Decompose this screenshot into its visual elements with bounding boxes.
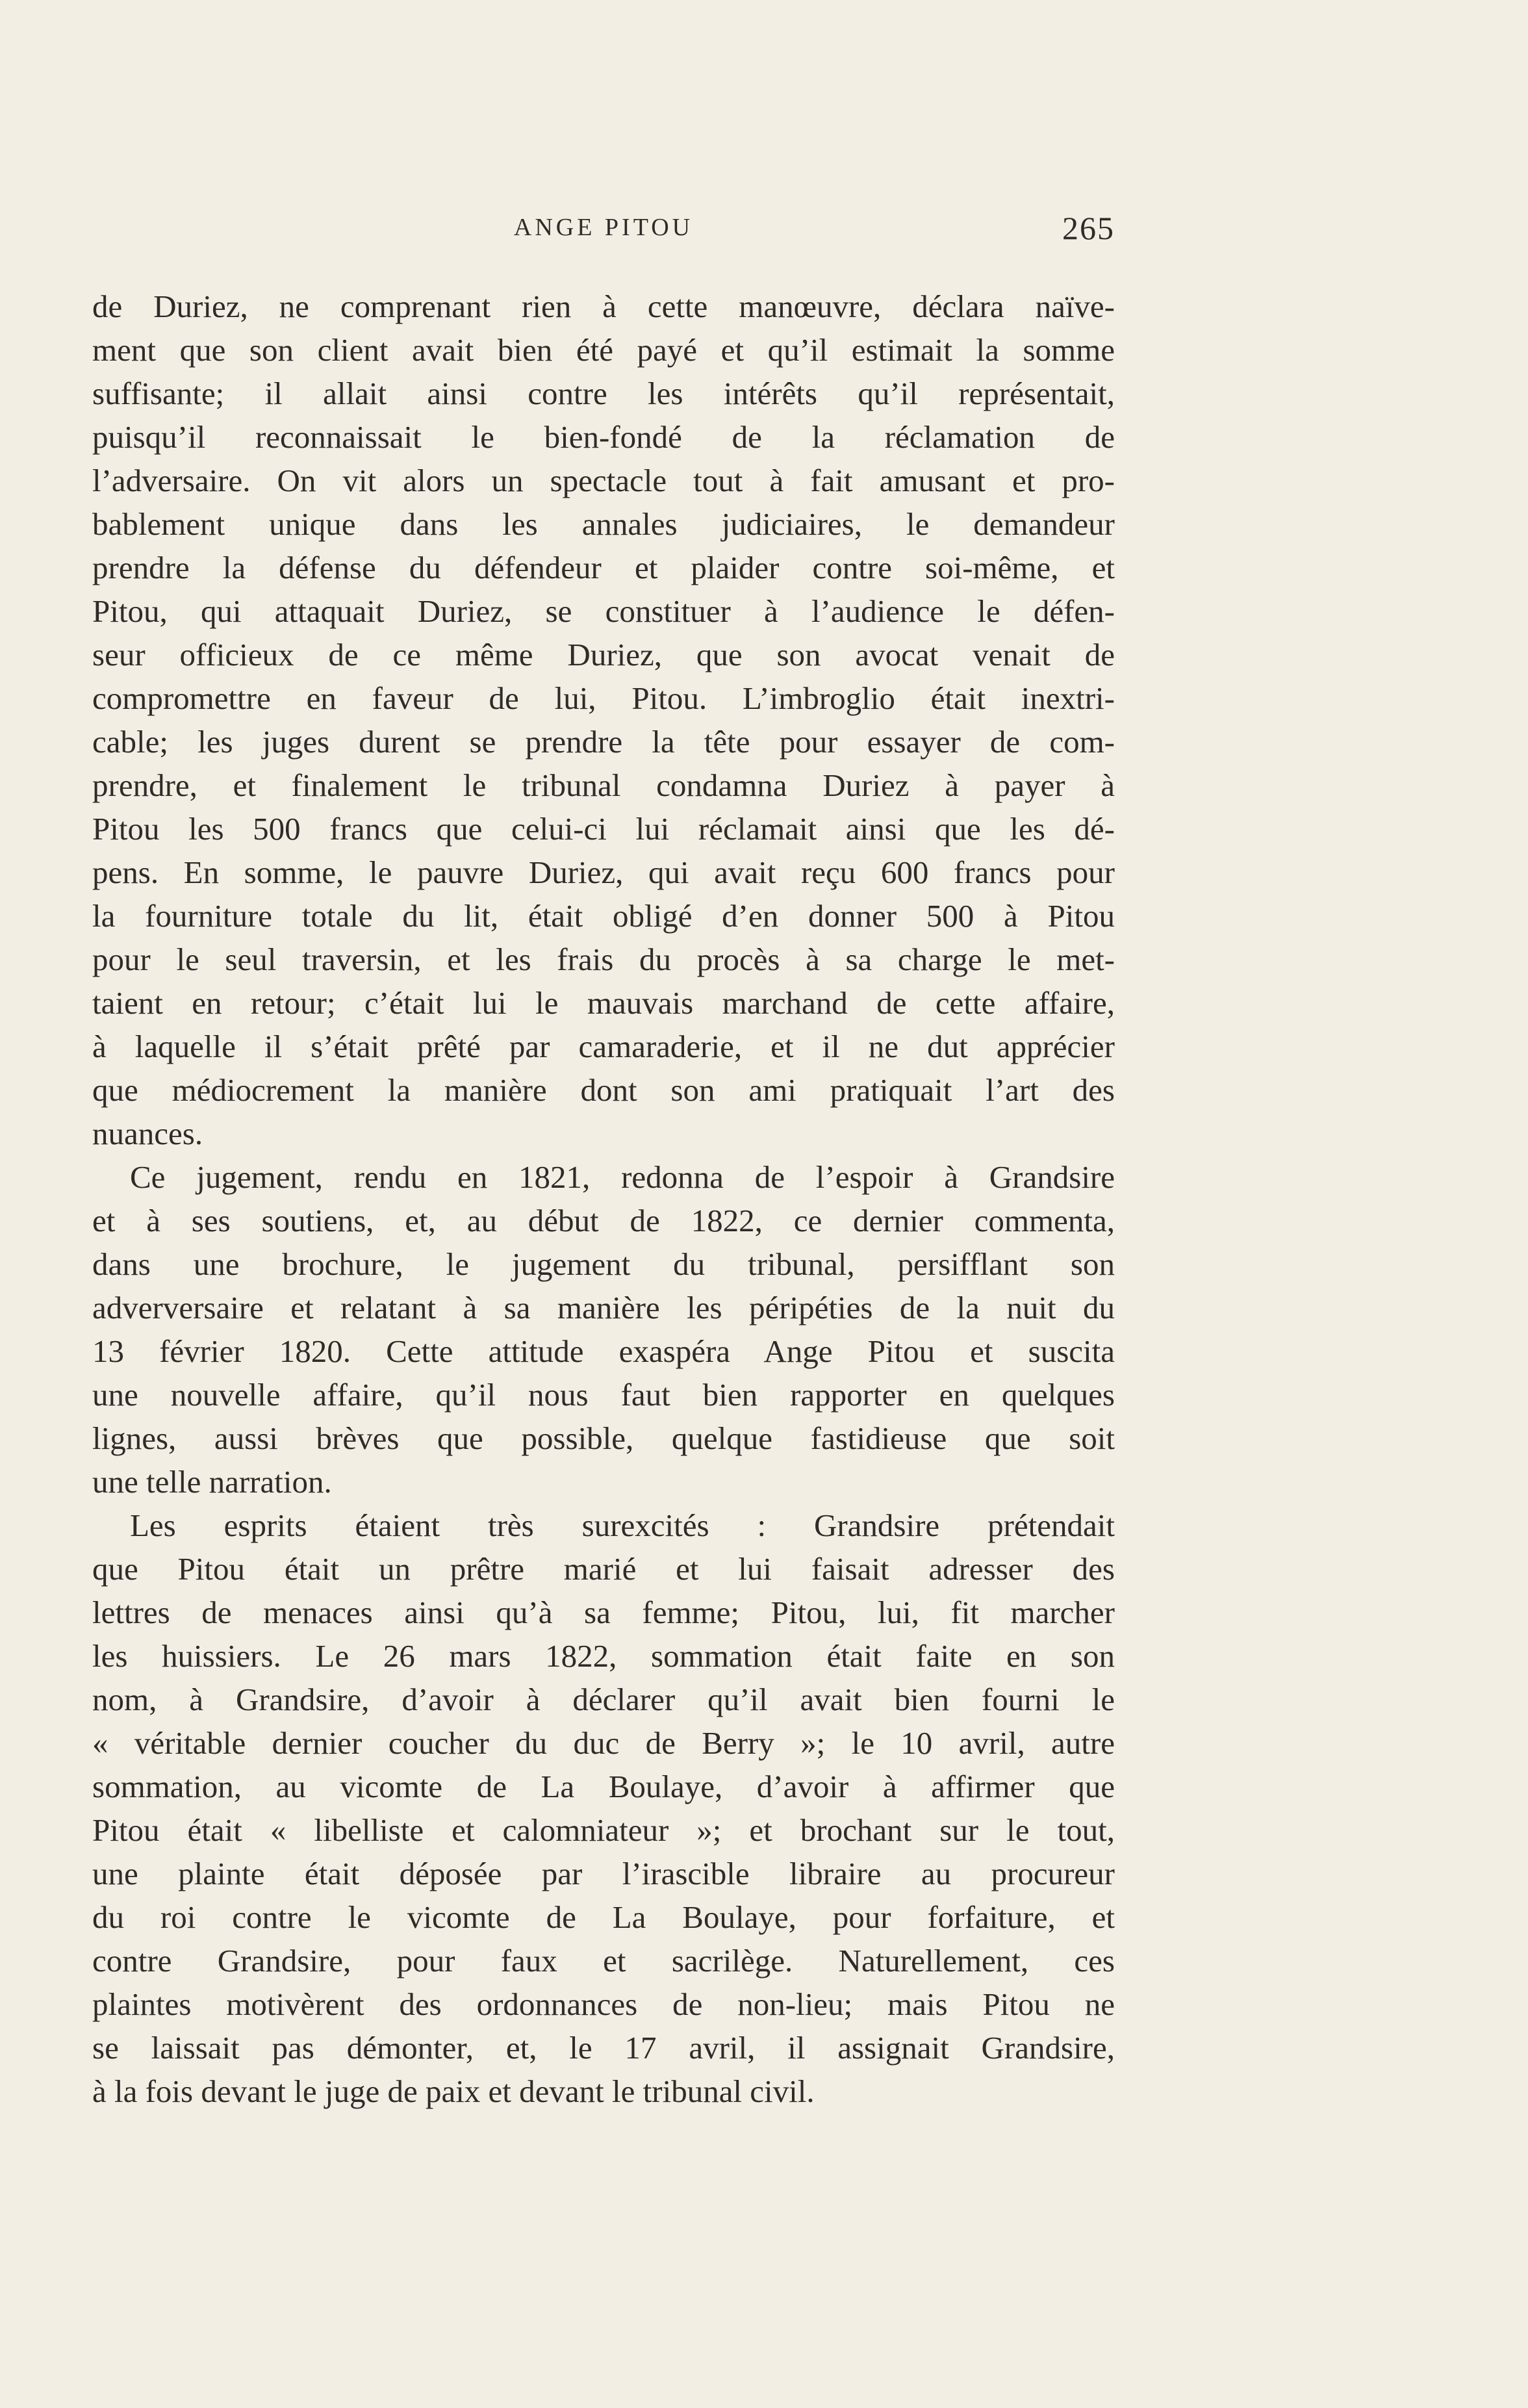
- text-line: Pitou, qui attaquait Duriez, se constituer à l’audience le défen-: [92, 593, 1115, 629]
- text-line: nom, à Grandsire, d’avoir à déclarer qu’il avait bien fourni le: [92, 1682, 1115, 1717]
- text-line: une nouvelle affaire, qu’il nous faut bien rapporter en quelques: [92, 1377, 1115, 1413]
- text-line: Pitou les 500 francs que celui-ci lui réclamait ainsi que les dé-: [92, 811, 1115, 847]
- text-line: adverversaire et relatant à sa manière les péripéties de la nuit du: [92, 1290, 1115, 1326]
- text-line: les huissiers. Le 26 mars 1822, sommation était faite en son: [92, 1638, 1115, 1674]
- text-line: prendre la défense du défendeur et plaider contre soi-même, et: [92, 550, 1115, 585]
- text-line: et à ses soutiens, et, au début de 1822, ce dernier commenta,: [92, 1203, 1115, 1238]
- paragraph-2: [92, 1155, 1115, 1504]
- text-line: que Pitou était un prêtre marié et lui faisait adresser des: [92, 1551, 1115, 1587]
- text-line: nuances.: [92, 1116, 203, 1151]
- text-line: se laissait pas démonter, et, le 17 avril, il assignait Grandsire,: [92, 2030, 1115, 2066]
- text-line: seur officieux de ce même Duriez, que son avocat venait de: [92, 637, 1115, 672]
- text-line: « véritable dernier coucher du duc de Berry »; le 10 avril, autre: [92, 1725, 1115, 1761]
- text-line: que médiocrement la manière dont son ami pratiquait l’art des: [92, 1072, 1115, 1108]
- text-line: suffisante; il allait ainsi contre les intérêts qu’il représentait,: [92, 376, 1115, 411]
- text-line: de Duriez, ne comprenant rien à cette manœuvre, déclara naïve-: [92, 288, 1115, 324]
- text-line: puisqu’il reconnaissait le bien-fondé de la réclamation de: [92, 419, 1115, 455]
- running-head: [92, 209, 1115, 248]
- text-line: plaintes motivèrent des ordonnances de non-lieu; mais Pitou ne: [92, 1986, 1115, 2022]
- text-line: Pitou était « libelliste et calomniateur »; et brochant sur le tout,: [92, 1812, 1115, 1848]
- text-line: dans une brochure, le jugement du tribunal, persifflant son: [92, 1246, 1115, 1282]
- text-line: lettres de menaces ainsi qu’à sa femme; Pitou, lui, fit marcher: [92, 1595, 1115, 1630]
- page-number: 265: [1062, 210, 1115, 246]
- text-line: une telle narration.: [92, 1464, 332, 1500]
- text-line: sommation, au vicomte de La Boulaye, d’avoir à affirmer que: [92, 1769, 1115, 1804]
- text-line: pens. En somme, le pauvre Duriez, qui avait reçu 600 francs pour: [92, 854, 1115, 890]
- text-line: lignes, aussi brèves que possible, quelque fastidieuse que soit: [92, 1420, 1115, 1456]
- text-line: à la fois devant le juge de paix et devant le tribunal civil.: [92, 2073, 815, 2109]
- body-text: [92, 285, 1115, 2113]
- text-line: Ce jugement, rendu en 1821, redonna de l’espoir à Grandsire: [130, 1159, 1115, 1195]
- text-line: pour le seul traversin, et les frais du procès à sa charge le met-: [92, 941, 1115, 977]
- text-line: ment que son client avait bien été payé et qu’il estimait la somme: [92, 332, 1115, 368]
- running-title: ANGE PITOU: [513, 214, 694, 241]
- paragraph-3: [92, 1504, 1115, 2113]
- text-line: l’adversaire. On vit alors un spectacle tout à fait amusant et pro-: [92, 463, 1115, 498]
- text-line: bablement unique dans les annales judiciaires, le demandeur: [92, 506, 1115, 542]
- text-line: cable; les juges durent se prendre la tête pour essayer de com-: [92, 724, 1115, 760]
- text-line: prendre, et finalement le tribunal condamna Duriez à payer à: [92, 767, 1115, 803]
- text-line: la fourniture totale du lit, était obligé d’en donner 500 à Pitou: [92, 898, 1115, 934]
- text-line: taient en retour; c’était lui le mauvais marchand de cette affaire,: [92, 985, 1115, 1021]
- text-line: à laquelle il s’était prêté par camaraderie, et il ne dut apprécier: [92, 1029, 1115, 1064]
- text-line: contre Grandsire, pour faux et sacrilège. Naturellement, ces: [92, 1943, 1115, 1979]
- text-line: du roi contre le vicomte de La Boulaye, pour forfaiture, et: [92, 1899, 1115, 1935]
- text-line: compromettre en faveur de lui, Pitou. L’imbroglio était inextri-: [92, 680, 1115, 716]
- text-line: 13 février 1820. Cette attitude exaspéra Ange Pitou et suscita: [92, 1333, 1115, 1369]
- text-line: Les esprits étaient très surexcités : Grandsire prétendait: [130, 1507, 1115, 1543]
- text-line: une plainte était déposée par l’irascible libraire au procureur: [92, 1856, 1115, 1891]
- paragraph-1: [92, 285, 1115, 1155]
